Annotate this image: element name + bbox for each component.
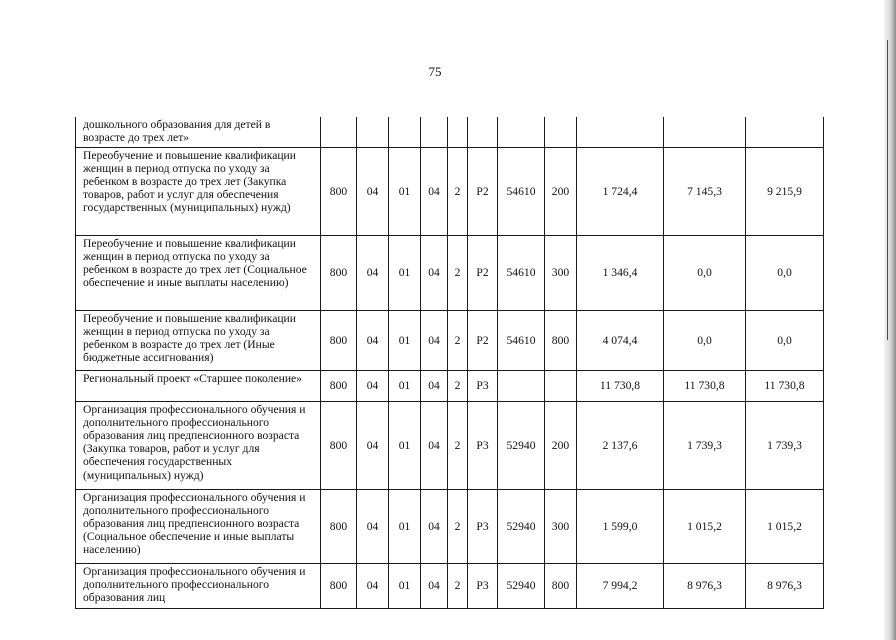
table-row <box>76 235 824 310</box>
row-name-cell: Переобучение и повышение квалификации женщин в период отпуска по уходу за ребенком в возрасте до трех лет (Иные бюджетные ассигнования) <box>76 310 321 370</box>
expense-type-cell: 200 <box>545 401 577 489</box>
ved-cell: 800 <box>321 310 357 370</box>
target-article-part4-cell: 54610 <box>498 310 545 370</box>
target-article-part4-cell <box>498 117 545 147</box>
target-article-part2-cell <box>448 117 468 147</box>
ved-cell: 800 <box>321 235 357 310</box>
target-article-part2-cell: 2 <box>448 489 468 563</box>
table-row <box>76 563 824 608</box>
year3-amount-cell: 0,0 <box>746 235 824 310</box>
subsection-cell: 01 <box>389 147 421 235</box>
subsection-cell: 01 <box>389 401 421 489</box>
subsection-cell: 01 <box>389 489 421 563</box>
target-article-part4-cell: 54610 <box>498 147 545 235</box>
year3-amount-cell: 11 730,8 <box>746 370 824 401</box>
table-row <box>76 310 824 370</box>
year1-amount-cell: 7 994,2 <box>577 563 664 608</box>
expense-type-cell <box>545 370 577 401</box>
target-article-part3-cell: P2 <box>468 310 498 370</box>
target-article-part3-cell: P2 <box>468 235 498 310</box>
target-article-part3-cell: P2 <box>468 147 498 235</box>
section-cell: 04 <box>357 489 389 563</box>
ved-cell <box>321 117 357 147</box>
budget-table <box>75 117 824 609</box>
table-row <box>76 370 824 401</box>
table-row <box>76 117 824 147</box>
year3-amount-cell: 1 739,3 <box>746 401 824 489</box>
row-name-cell: Организация профессионального обучения и дополнительного профессионального образования лиц предпенсионного возраста (Социальное обеспечение и иные выплаты населению) <box>76 489 321 563</box>
year1-amount-cell <box>577 117 664 147</box>
expense-type-cell: 300 <box>545 489 577 563</box>
year2-amount-cell: 8 976,3 <box>664 563 746 608</box>
section-cell: 04 <box>357 310 389 370</box>
subsection-cell: 01 <box>389 310 421 370</box>
section-cell: 04 <box>357 147 389 235</box>
row-name-cell: Переобучение и повышение квалификации женщин в период отпуска по уходу за ребенком в возрасте до трех лет (Закупка товаров, работ и услуг для обеспечения государственных (муниципальных) нужд) <box>76 147 321 235</box>
expense-type-cell: 800 <box>545 310 577 370</box>
target-article-part4-cell <box>498 370 545 401</box>
ved-cell: 800 <box>321 147 357 235</box>
target-article-part2-cell: 2 <box>448 235 468 310</box>
year2-amount-cell: 0,0 <box>664 235 746 310</box>
year1-amount-cell: 1 599,0 <box>577 489 664 563</box>
target-article-part3-cell: P3 <box>468 370 498 401</box>
ved-cell: 800 <box>321 370 357 401</box>
table-row <box>76 401 824 489</box>
target-article-part3-cell <box>468 117 498 147</box>
row-name-cell: Организация профессионального обучения и дополнительного профессионального образования лиц <box>76 563 321 608</box>
year1-amount-cell: 2 137,6 <box>577 401 664 489</box>
target-article-part2-cell: 2 <box>448 310 468 370</box>
target-article-part3-cell: P3 <box>468 401 498 489</box>
row-name-cell: Переобучение и повышение квалификации женщин в период отпуска по уходу за ребенком в возрасте до трех лет (Социальное обеспечение и иные выплаты населению) <box>76 235 321 310</box>
target-article-part3-cell: P3 <box>468 489 498 563</box>
expense-type-cell: 800 <box>545 563 577 608</box>
row-name-cell: Организация профессионального обучения и дополнительного профессионального образования лиц предпенсионного возраста (Закупка товаров, работ и услуг для обеспечения государственных (муниципальных) нужд) <box>76 401 321 489</box>
target-article-part1-cell: 04 <box>421 489 448 563</box>
ved-cell: 800 <box>321 401 357 489</box>
ved-cell: 800 <box>321 489 357 563</box>
section-cell: 04 <box>357 235 389 310</box>
subsection-cell: 01 <box>389 235 421 310</box>
target-article-part2-cell: 2 <box>448 147 468 235</box>
table-row <box>76 489 824 563</box>
section-cell <box>357 117 389 147</box>
subsection-cell <box>389 117 421 147</box>
year2-amount-cell: 1 015,2 <box>664 489 746 563</box>
scan-page-edge <box>884 0 896 640</box>
target-article-part2-cell: 2 <box>448 370 468 401</box>
ved-cell: 800 <box>321 563 357 608</box>
target-article-part1-cell: 04 <box>421 401 448 489</box>
year3-amount-cell: 1 015,2 <box>746 489 824 563</box>
year1-amount-cell: 11 730,8 <box>577 370 664 401</box>
target-article-part1-cell: 04 <box>421 370 448 401</box>
year3-amount-cell: 9 215,9 <box>746 147 824 235</box>
target-article-part1-cell: 04 <box>421 235 448 310</box>
target-article-part1-cell: 04 <box>421 147 448 235</box>
year2-amount-cell: 1 739,3 <box>664 401 746 489</box>
year1-amount-cell: 1 346,4 <box>577 235 664 310</box>
section-cell: 04 <box>357 401 389 489</box>
expense-type-cell <box>545 117 577 147</box>
year3-amount-cell: 8 976,3 <box>746 563 824 608</box>
section-cell: 04 <box>357 563 389 608</box>
target-article-part4-cell: 52940 <box>498 563 545 608</box>
year2-amount-cell: 11 730,8 <box>664 370 746 401</box>
row-name-cell: Региональный проект «Старшее поколение» <box>76 370 321 401</box>
year3-amount-cell <box>746 117 824 147</box>
target-article-part2-cell: 2 <box>448 563 468 608</box>
target-article-part1-cell <box>421 117 448 147</box>
expense-type-cell: 300 <box>545 235 577 310</box>
subsection-cell: 01 <box>389 563 421 608</box>
table-row <box>76 147 824 235</box>
row-name-cell: дошкольного образования для детей в возрасте до трех лет» <box>76 117 321 147</box>
scan-edge-shadow-line <box>887 40 888 340</box>
target-article-part1-cell: 04 <box>421 310 448 370</box>
target-article-part1-cell: 04 <box>421 563 448 608</box>
year2-amount-cell: 0,0 <box>664 310 746 370</box>
target-article-part3-cell: P3 <box>468 563 498 608</box>
page-number: 75 <box>428 64 442 79</box>
year1-amount-cell: 4 074,4 <box>577 310 664 370</box>
subsection-cell: 01 <box>389 370 421 401</box>
year2-amount-cell: 7 145,3 <box>664 147 746 235</box>
year2-amount-cell <box>664 117 746 147</box>
section-cell: 04 <box>357 370 389 401</box>
year1-amount-cell: 1 724,4 <box>577 147 664 235</box>
expense-type-cell: 200 <box>545 147 577 235</box>
target-article-part4-cell: 52940 <box>498 401 545 489</box>
target-article-part4-cell: 52940 <box>498 489 545 563</box>
target-article-part4-cell: 54610 <box>498 235 545 310</box>
target-article-part2-cell: 2 <box>448 401 468 489</box>
year3-amount-cell: 0,0 <box>746 310 824 370</box>
